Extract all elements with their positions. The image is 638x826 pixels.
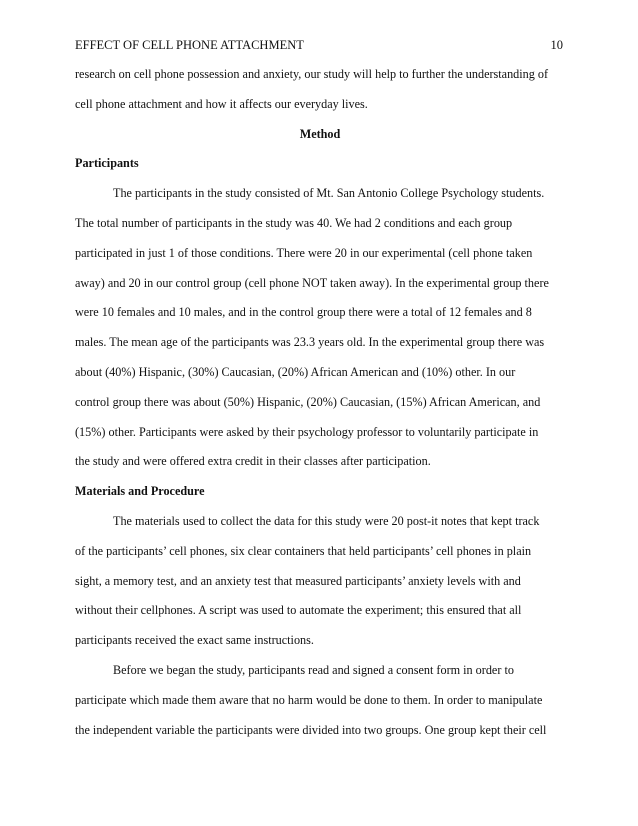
body-text — [75, 60, 565, 745]
text-line: away) and 20 in our control group (cell phone NOT taken away). In the experimental group there — [75, 275, 549, 290]
paragraph-first-line: Before we began the study, participants read and signed a consent form in order to — [113, 662, 514, 677]
subsection-heading: Materials and Procedure — [75, 484, 205, 499]
text-line: sight, a memory test, and an anxiety test that measured participants’ anxiety levels with and — [75, 573, 521, 588]
text-line: the independent variable the participants were divided into two groups. One group kept their cell — [75, 722, 547, 737]
text-line: participated in just 1 of those conditions. There were 20 in our experimental (cell phone taken — [75, 245, 533, 260]
text-line: participate which made them aware that no harm would be done to them. In order to manipulate — [75, 692, 543, 707]
text-line: control group there was about (50%) Hispanic, (20%) Caucasian, (15%) African American, and — [75, 394, 541, 409]
text-line: The total number of participants in the study was 40. We had 2 conditions and each group — [75, 215, 513, 230]
text-line: without their cellphones. A script was used to automate the experiment; this ensured that all — [75, 603, 522, 618]
text-line: participants received the exact same instructions. — [75, 633, 314, 648]
text-line: research on cell phone possession and anxiety, our study will help to further the understanding of — [75, 67, 549, 81]
subsection-heading: Participants — [75, 156, 139, 171]
text-line: (15%) other. Participants were asked by their psychology professor to voluntarily participate in — [75, 424, 539, 439]
text-line: males. The mean age of the participants was 23.3 years old. In the experimental group there was — [75, 335, 545, 350]
text-line: cell phone attachment and how it affects our everyday lives. — [75, 96, 368, 111]
running-head: EFFECT OF CELL PHONE ATTACHMENT — [75, 38, 304, 52]
paragraph-first-line: The participants in the study consisted of Mt. San Antonio College Psychology students. — [113, 186, 545, 201]
section-heading: Method — [299, 126, 341, 141]
paragraph-first-line: The materials used to collect the data for this study were 20 post-it notes that kept track — [113, 513, 540, 528]
text-line: were 10 females and 10 males, and in the control group there were a total of 12 females and 8 — [75, 305, 532, 320]
text-line: of the participants’ cell phones, six clear containers that held participants’ cell phones in plain — [75, 543, 532, 558]
text-line: the study and were offered extra credit in their classes after participation. — [75, 454, 431, 469]
page-number: 10 — [550, 38, 563, 52]
text-line: about (40%) Hispanic, (30%) Caucasian, (20%) African American and (10%) other. In our — [75, 364, 516, 379]
page-header — [75, 35, 563, 55]
